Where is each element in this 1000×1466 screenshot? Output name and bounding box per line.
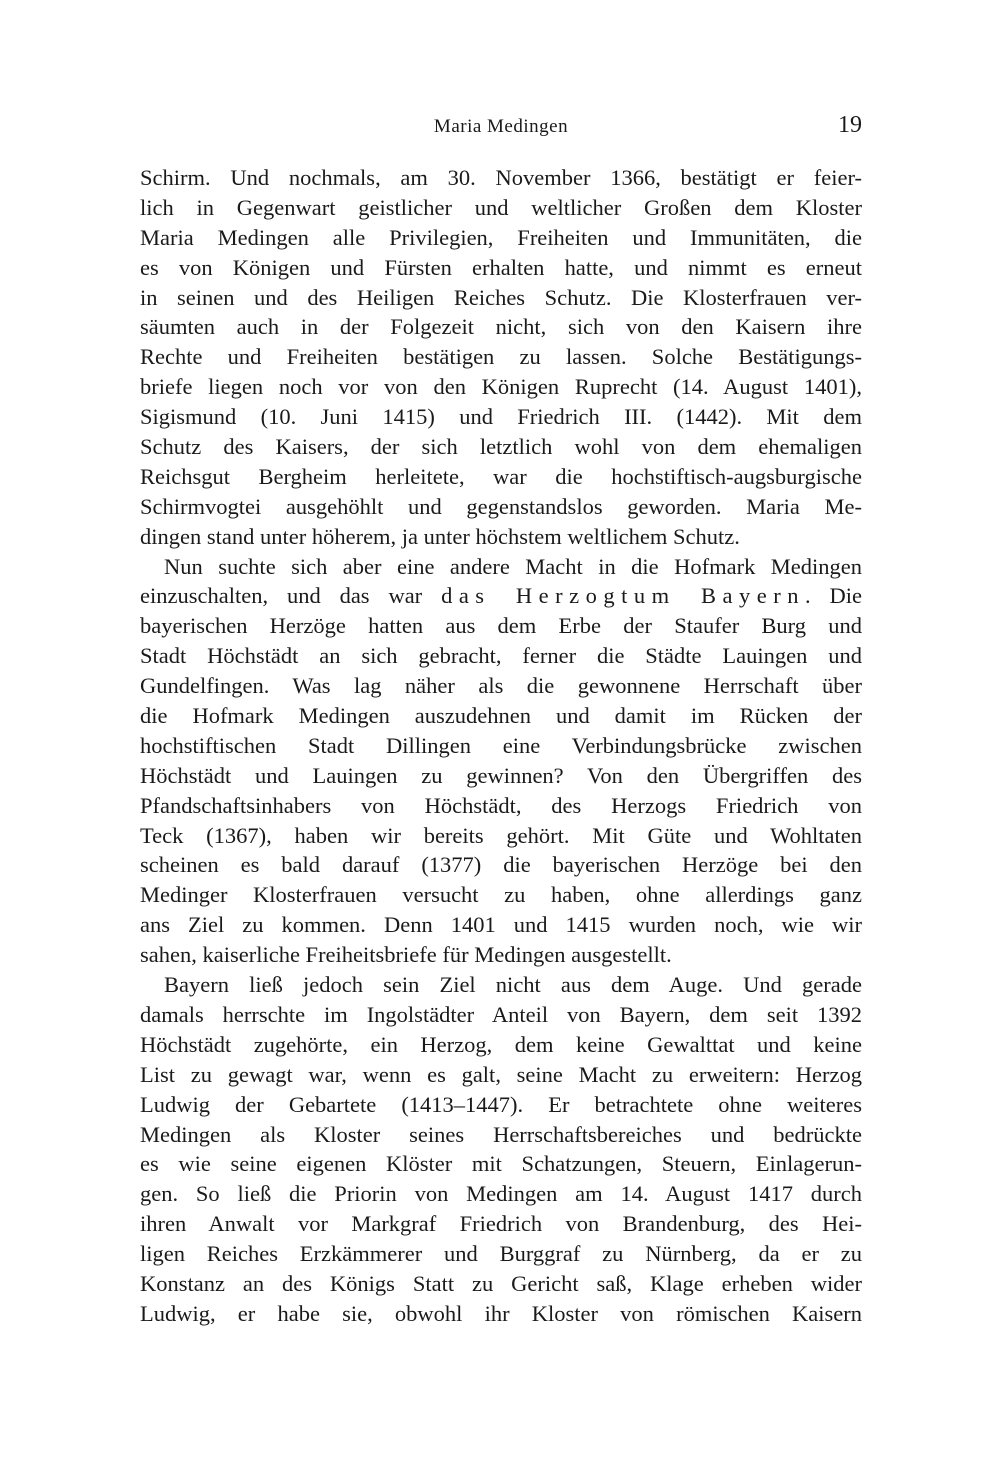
text-line: briefe liegen noch vor von den Königen Ruprecht (14. August 1401),: [140, 374, 862, 400]
text-line: Schirm. Und nochmals, am 30. November 1366, bestätigt er feier-: [140, 165, 862, 190]
text-line: scheinen es bald darauf (1377) die bayerischen Herzöge bei den: [140, 852, 862, 878]
text-line: damals herrschte im Ingolstädter Anteil von Bayern, dem seit 1392: [140, 1001, 862, 1027]
text-line: Nun suchte sich aber eine andere Macht in die Hofmark Medingen: [164, 553, 862, 579]
text-line: ligen Reiches Erzkämmerer und Burggraf zu Nürnberg, da er zu: [140, 1241, 862, 1267]
text-line: gen. So ließ die Priorin von Medingen am 14. August 1417 durch: [140, 1181, 862, 1207]
paragraph-1: [140, 163, 862, 552]
text-line: Stadt Höchstädt an sich gebracht, ferner die Städte Lauingen und: [140, 643, 862, 669]
page-number: 19: [838, 112, 862, 138]
text-line: hochstiftischen Stadt Dillingen eine Verbindungsbrücke zwischen: [140, 732, 862, 758]
text-line: die Hofmark Medingen auszudehnen und damit im Rücken der: [140, 703, 862, 729]
running-head: [140, 112, 862, 148]
text-line: es wie seine eigenen Klöster mit Schatzungen, Steuern, Einlagerun-: [140, 1151, 862, 1177]
text-line: dingen stand unter höherem, ja unter höchstem weltlichem Schutz.: [140, 523, 740, 549]
text-line: Reichsgut Bergheim herleitete, war die hochstiftisch-augsburgische: [140, 463, 862, 489]
text-line: Medinger Klosterfrauen versucht zu haben, ohne allerdings ganz: [140, 882, 862, 908]
body-text: [140, 163, 862, 1329]
text-line: Höchstädt und Lauingen zu gewinnen? Von den Übergriffen des: [140, 762, 862, 788]
text-line: ans Ziel zu kommen. Denn 1401 und 1415 wurden noch, wie wir: [140, 912, 862, 938]
text-line: List zu gewagt war, wenn es galt, seine Macht zu erweitern: Herzog: [140, 1061, 862, 1087]
text-line: Höchstädt zugehörte, ein Herzog, dem keine Gewalttat und keine: [140, 1031, 862, 1057]
paragraph-2: [140, 552, 862, 970]
text-line: Gundelfingen. Was lag näher als die gewonnene Herrschaft über: [140, 673, 862, 699]
running-title: Maria Medingen: [433, 116, 569, 137]
text-line: säumten auch in der Folgezeit nicht, sich von den Kaisern ihre: [140, 314, 862, 340]
text-line: Konstanz an des Königs Statt zu Gericht saß, Klage erheben wider: [140, 1270, 862, 1296]
text-line: Ludwig der Gebartete (1413–1447). Er betrachtete ohne weiteres: [140, 1091, 862, 1117]
text-line: Medingen als Kloster seines Herrschaftsbereiches und bedrückte: [140, 1121, 862, 1147]
text-segment: . Die: [805, 583, 862, 609]
text-line: Bayern ließ jedoch sein Ziel nicht aus dem Auge. Und gerade: [164, 972, 862, 998]
text-line: ihren Anwalt vor Markgraf Friedrich von Brandenburg, des Hei-: [140, 1211, 862, 1237]
text-line: [140, 581, 862, 611]
text-line: Pfandschaftsinhabers von Höchstädt, des Herzogs Friedrich von: [140, 792, 862, 818]
text-segment: einzuschalten, und das war: [140, 583, 442, 609]
text-line: Rechte und Freiheiten bestätigen zu lassen. Solche Bestätigungs-: [140, 344, 862, 370]
text-line: Sigismund (10. Juni 1415) und Friedrich III. (1442). Mit dem: [140, 404, 862, 430]
book-page: [140, 112, 862, 1329]
text-line: lich in Gegenwart geistlicher und weltlicher Großen dem Kloster: [140, 194, 862, 220]
text-line: Maria Medingen alle Privilegien, Freiheiten und Immunitäten, die: [140, 224, 862, 250]
text-line: in seinen und des Heiligen Reiches Schutz. Die Klosterfrauen ver-: [140, 284, 862, 310]
text-line: Teck (1367), haben wir bereits gehört. Mit Güte und Wohltaten: [140, 822, 862, 848]
text-line: es von Königen und Fürsten erhalten hatte, und nimmt es erneut: [140, 254, 862, 280]
paragraph-3: [140, 970, 862, 1329]
text-line: Schutz des Kaisers, der sich letztlich wohl von dem ehemaligen: [140, 434, 862, 460]
text-line: Schirmvogtei ausgehöhlt und gegenstandslos geworden. Maria Me-: [140, 493, 862, 519]
text-line: bayerischen Herzöge hatten aus dem Erbe der Staufer Burg und: [140, 613, 862, 639]
emphasized-term: das Herzogtum Bayern: [441, 583, 805, 609]
text-line: sahen, kaiserliche Freiheitsbriefe für Medingen ausgestellt.: [140, 942, 672, 968]
text-line: Ludwig, er habe sie, obwohl ihr Kloster von römischen Kaisern: [140, 1300, 862, 1326]
